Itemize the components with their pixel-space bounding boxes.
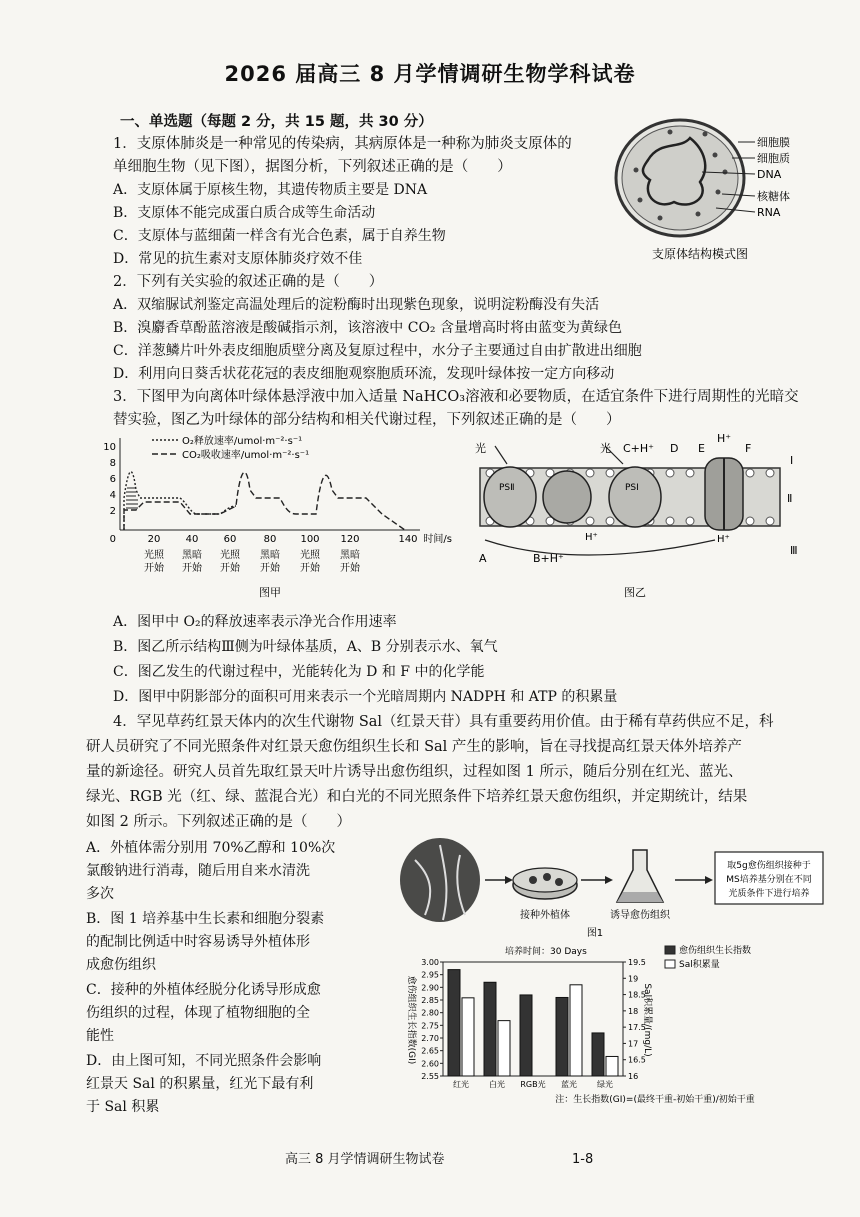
- q4-option-d-2: 红景天 Sal 的积累量，红光下最有利: [86, 1076, 314, 1092]
- jia-phase-label: 开始: [340, 563, 360, 574]
- section-heading: 一、单选题（每题 2 分，共 15 题，共 30 分）: [120, 114, 433, 130]
- jia-ytick: 2: [109, 506, 116, 517]
- yi-label-h: H⁺: [717, 432, 732, 445]
- fig1-caption: 图1: [586, 928, 604, 939]
- bar-sal: [606, 1056, 618, 1076]
- q1-option-c: C．支原体与蓝细菌一样含有光合色素，属于自养生物: [113, 228, 446, 244]
- chart-category-label: 白光: [489, 1080, 505, 1089]
- fig1-box-line: MS培养基分别在不同: [726, 875, 812, 885]
- jia-phase-label: 开始: [220, 563, 240, 574]
- chart-ytick-label: 2.65: [421, 1046, 439, 1056]
- page-title: 2026 届高三 8 月学情调研生物学科试卷: [224, 62, 636, 86]
- q4-option-c-2: 伤组织的过程，体现了植物细胞的全: [86, 1005, 310, 1021]
- jia-phase-label: 开始: [144, 563, 164, 574]
- chart-ytick-label: 2.90: [421, 983, 439, 993]
- q4-stem-5: 如图 2 所示。下列叙述正确的是（ ）: [86, 814, 351, 830]
- chart-y2tick-label: 17: [628, 1039, 639, 1049]
- jia-legend-co2: CO₂吸收速率/umol·m⁻²·s⁻¹: [182, 450, 310, 461]
- q4-stem-4: 绿光、RGB 光（红、绿、蓝混合光）和白光的不同光照条件下培养红景天愈伤组织，并定期统计，结果: [86, 789, 748, 805]
- fig1-step-inoculate: 接种外植体: [520, 910, 570, 921]
- q1-stem-1: 1．支原体肺炎是一种常见的传染病，其病原体是一种称为肺炎支原体的: [113, 136, 572, 152]
- jia-phase-label: 光照: [300, 550, 320, 561]
- jia-xtick: 40: [185, 534, 199, 545]
- legend-sal-swatch: [665, 960, 675, 968]
- chart-y2tick-label: 18: [628, 1006, 639, 1016]
- jia-phase-label: 开始: [260, 563, 280, 574]
- jia-legend-o2: O₂释放速率/umol·m⁻²·s⁻¹: [182, 436, 303, 447]
- jia-phase-label: 光照: [144, 550, 164, 561]
- bar-gi: [592, 1033, 604, 1076]
- jia-xtick: 60: [223, 534, 237, 545]
- q3-stem-1: 3．下图甲为向离体叶绿体悬浮液中加入适量 NaHCO₃溶液和必要物质，在适宜条件下进行周期性的光暗交: [113, 389, 799, 405]
- yi-label-light: 光: [475, 442, 486, 455]
- q2-option-c: C．洋葱鳞片叶外表皮细胞质壁分离及复原过程中，水分子主要通过自由扩散进出细胞: [113, 343, 642, 359]
- q3-option-d: D．图甲中阴影部分的面积可用来表示一个光暗周期内 NADPH 和 ATP 的积累量: [113, 689, 618, 705]
- yi-label-e: E: [698, 442, 705, 455]
- q4-stem-2: 研人员研究了不同光照条件对红景天愈伤组织生长和 Sal 产生的影响，旨在寻找提高红景天体外培养产: [86, 739, 742, 755]
- yi-label-II: Ⅱ: [787, 492, 793, 505]
- q1-stem-2: 单细胞生物（见下图），据图分析，下列叙述正确的是（ ）: [113, 159, 512, 175]
- q4-stem-1: 4．罕见草药红景天体内的次生代谢物 Sal（红景天苷）具有重要药用价值。由于稀有草药供应不足，科: [113, 714, 774, 730]
- jia-phase-label: 黑暗: [260, 550, 280, 561]
- q4-option-d-3: 于 Sal 积累: [86, 1099, 160, 1115]
- yi-label-h3: H⁺: [717, 534, 730, 545]
- q1-option-a: A．支原体属于原核生物，其遗传物质主要是 DNA: [113, 182, 428, 198]
- footer-title: 高三 8 月学情调研生物试卷: [285, 1152, 445, 1167]
- chart-ytick-label: 2.60: [421, 1059, 439, 1069]
- fig1-box-line: 取5g愈伤组织接种于: [727, 861, 811, 871]
- q2-option-a: A．双缩脲试剂鉴定高温处理后的淀粉酶时出现紫色现象，说明淀粉酶没有失活: [113, 297, 600, 313]
- yi-label-b: B+H⁺: [533, 552, 564, 565]
- q1-option-d: D．常见的抗生素对支原体肺炎疗效不佳: [113, 251, 363, 267]
- jia-phase-label: 光照: [220, 550, 240, 561]
- chart-ylabel: 愈伤组织生长指数(GI): [406, 975, 416, 1065]
- legend-sal: Sal积累量: [679, 960, 720, 970]
- q4-option-c-1: C．接种的外植体经脱分化诱导形成愈: [86, 982, 321, 998]
- jia-xtick: 20: [147, 534, 161, 545]
- fig1-step-induce: 诱导愈伤组织: [610, 910, 670, 921]
- yi-label-psII: PSⅡ: [499, 483, 515, 493]
- q4-option-a-3: 多次: [86, 886, 114, 902]
- figure-1-process: [395, 830, 825, 940]
- jia-phase-label: 开始: [182, 563, 202, 574]
- q3-option-b: B．图乙所示结构Ⅲ侧为叶绿体基质，A、B 分别表示水、氧气: [113, 639, 498, 655]
- bar-gi: [556, 997, 568, 1076]
- jia-caption: 图甲: [259, 586, 281, 599]
- bar-gi: [520, 995, 532, 1076]
- jia-ytick: 10: [103, 442, 116, 453]
- q4-option-c-3: 能性: [86, 1028, 114, 1044]
- yi-label-light: 光: [600, 442, 611, 455]
- chart-note: 注：生长指数(GI)=(最终干重-初始干重)/初始干重: [555, 1095, 755, 1105]
- chart-y2tick-label: 16: [628, 1072, 639, 1081]
- page-number: 1-8: [572, 1152, 594, 1167]
- chart-ytick-label: 2.70: [421, 1034, 439, 1043]
- mycoplasma-figure: [610, 110, 820, 265]
- figure-jia: [100, 430, 455, 605]
- jia-xtick: 120: [340, 534, 360, 545]
- chart-ytick-label: 2.75: [421, 1021, 439, 1031]
- jia-xtick: 80: [263, 534, 277, 545]
- jia-xtick: 100: [300, 534, 320, 545]
- jia-ytick: 0: [109, 534, 116, 545]
- q2-option-d: D．利用向日葵舌状花花冠的表皮细胞观察胞质环流，发现叶绿体按一定方向移动: [113, 366, 615, 382]
- yi-caption: 图乙: [624, 586, 646, 599]
- jia-phase-label: 黑暗: [182, 550, 202, 561]
- jia-ytick: 8: [109, 458, 116, 469]
- chart-y2label: Sal积累量/(mg/L): [642, 983, 652, 1057]
- q4-option-b-1: B．图 1 培养基中生长素和细胞分裂素: [86, 911, 325, 927]
- yi-label-a: A: [479, 552, 487, 565]
- label-ribosome: 核糖体: [757, 190, 790, 203]
- chart-ytick-label: 3.00: [421, 958, 439, 967]
- q4-option-b-2: 的配制比例适中时容易诱导外植体形: [86, 934, 310, 950]
- chart-ytick-label: 2.85: [421, 996, 439, 1005]
- chart-y2tick-label: 18.5: [628, 990, 646, 1000]
- jia-ytick: 6: [109, 474, 116, 485]
- mycoplasma-caption: 支原体结构模式图: [651, 247, 749, 261]
- q1-option-b: B．支原体不能完成蛋白质合成等生命活动: [113, 205, 376, 221]
- q3-option-c: C．图乙发生的代谢过程中，光能转化为 D 和 F 中的化学能: [113, 664, 485, 680]
- figure-yi: [455, 430, 815, 605]
- chart-ytick-label: 2.95: [421, 970, 439, 980]
- legend-gi-swatch: [665, 946, 675, 954]
- q4-stem-3: 量的新途径。研究人员首先取红景天叶片诱导出愈伤组织，过程如图 1 所示，随后分别在红光、蓝光、: [86, 764, 743, 780]
- legend-gi: 愈伤组织生长指数: [679, 946, 752, 956]
- chart-ytick-label: 2.80: [421, 1008, 439, 1018]
- yi-label-psI: PSⅠ: [625, 483, 639, 493]
- label-cytoplasm: 细胞质: [757, 152, 790, 165]
- bar-gi: [448, 970, 460, 1076]
- yi-label-III: Ⅲ: [790, 544, 798, 557]
- chart-y2tick-label: 16.5: [628, 1055, 646, 1065]
- figure-2-chart: [395, 940, 825, 1120]
- chart-y2tick-label: 19.5: [628, 958, 646, 967]
- q4-option-a-1: A．外植体需分别用 70%乙醇和 10%次: [86, 840, 336, 856]
- q4-option-d-1: D．由上图可知，不同光照条件会影响: [86, 1053, 322, 1069]
- label-cell-membrane: 细胞膜: [757, 136, 790, 149]
- yi-label-h2: H⁺: [585, 532, 598, 543]
- bar-sal: [570, 985, 582, 1076]
- chart-category-label: 蓝光: [561, 1080, 577, 1089]
- label-dna: DNA: [757, 168, 782, 181]
- yi-label-d: D: [670, 442, 679, 455]
- q2-option-b: B．溴麝香草酚蓝溶液是酸碱指示剂，该溶液中 CO₂ 含量增高时将由蓝变为黄绿色: [113, 320, 622, 336]
- jia-phase-label: 黑暗: [340, 550, 360, 561]
- chart-category-label: 红光: [453, 1080, 469, 1089]
- yi-label-c: C+H⁺: [623, 442, 654, 455]
- bar-sal: [462, 998, 474, 1076]
- chart-ytick-label: 2.55: [421, 1072, 439, 1081]
- q4-option-b-3: 成愈伤组织: [86, 957, 156, 973]
- q3-option-a: A．图甲中 O₂的释放速率表示净光合作用速率: [113, 614, 397, 630]
- jia-ytick: 4: [109, 490, 116, 501]
- chart-y2tick-label: 19: [628, 974, 639, 984]
- q2-stem: 2．下列有关实验的叙述正确的是（ ）: [113, 274, 384, 290]
- q4-option-a-2: 氯酸钠进行消毒，随后用自来水清洗: [86, 863, 310, 879]
- bar-sal: [498, 1021, 510, 1076]
- bar-gi: [484, 982, 496, 1076]
- chart-category-label: 绿光: [597, 1080, 613, 1089]
- chart-title: 培养时间：30 Days: [505, 947, 587, 957]
- yi-label-I: Ⅰ: [790, 454, 794, 467]
- jia-x-unit: 时间/s: [423, 534, 452, 545]
- label-rna: RNA: [757, 206, 781, 219]
- fig1-box-line: 光质条件下进行培养: [728, 889, 810, 899]
- chart-y2tick-label: 17.5: [628, 1023, 646, 1033]
- jia-phase-label: 开始: [300, 563, 320, 574]
- jia-xtick: 140: [398, 534, 418, 545]
- yi-label-f: F: [745, 442, 752, 455]
- chart-category-label: RGB光: [520, 1080, 546, 1089]
- q3-stem-2: 替实验，图乙为叶绿体的部分结构和相关代谢过程，下列叙述正确的是（ ）: [113, 412, 621, 428]
